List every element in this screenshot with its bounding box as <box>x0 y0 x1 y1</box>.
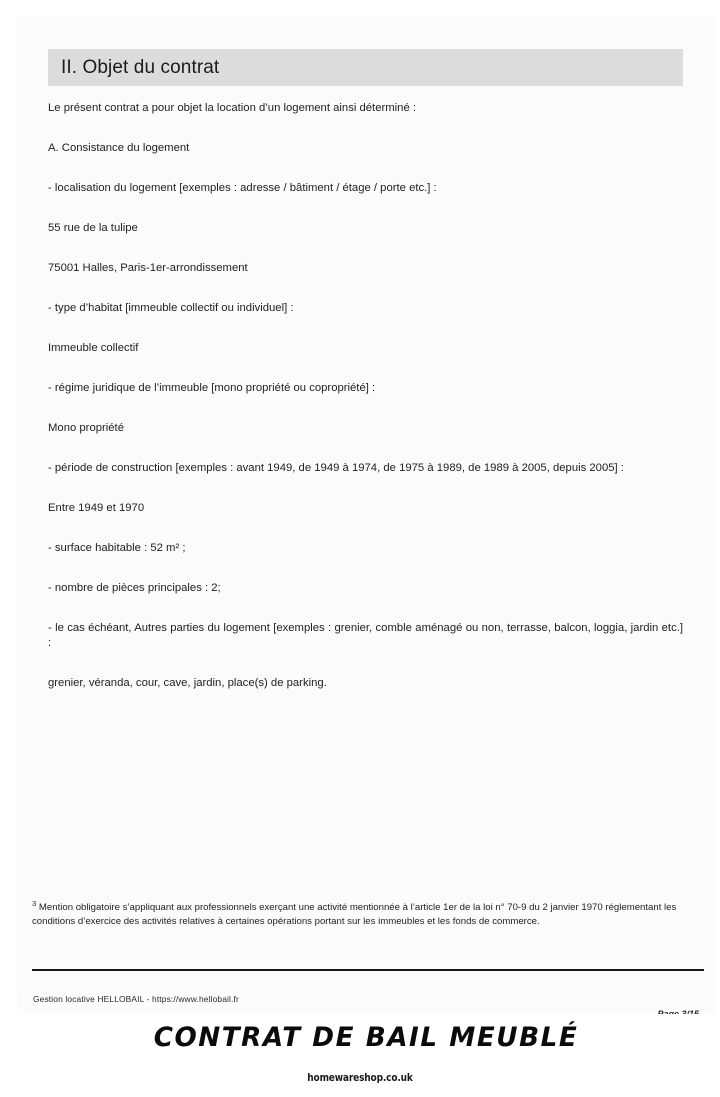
document-sheet <box>17 17 715 1092</box>
footnote <box>32 897 704 928</box>
document-banner-title: CONTRAT DE BAIL MEUBLÉ <box>153 1022 579 1053</box>
spacer <box>48 276 683 301</box>
spacer <box>48 556 683 581</box>
paragraph-legal-regime-label: - régime juridique de l’immeuble [mono propriété ou copropriété] : <box>48 382 376 394</box>
watermark-label: homewareshop.co.uk <box>307 1071 413 1084</box>
page-frame <box>6 6 714 1091</box>
spacer <box>48 476 683 501</box>
footnote-text: Mention obligatoire s’appliquant aux professionnels exerçant une activité mentionnée à l’article 1er de la loi n° 70-9 du 2 janvier 1970 réglementant les conditions d’exercice des activités relatives à certaines opérations portant sur les immeubles et les fonds de commerce. <box>32 902 677 927</box>
paragraph-other-parts-label: - le cas échéant, Autres parties du logement [exemples : grenier, comble aménagé ou non, terrasse, balcon, loggia, jardin etc.] : <box>48 622 683 649</box>
footnote-marker: 3 <box>32 899 37 908</box>
paragraph-construction-period-value: Entre 1949 et 1970 <box>48 502 145 514</box>
spacer <box>48 236 683 261</box>
page-title: II. Objet du contrat <box>61 56 220 78</box>
section-heading-band <box>48 49 683 86</box>
spacer <box>48 156 683 181</box>
spacer <box>48 356 683 381</box>
spacer <box>48 196 683 221</box>
paragraph-address-city: 75001 Halles, Paris-1er-arrondissement <box>48 262 248 274</box>
spacer <box>48 651 683 676</box>
spacer <box>48 396 683 421</box>
paragraph-legal-regime-value: Mono propriété <box>48 422 124 434</box>
spacer <box>48 436 683 461</box>
footer-divider <box>32 969 704 971</box>
paragraph-surface: - surface habitable : 52 m² ; <box>48 542 186 554</box>
paragraph-rooms-count: - nombre de pièces principales : 2; <box>48 582 221 594</box>
paragraph-habitat-type-value: Immeuble collectif <box>48 342 139 354</box>
paragraph-address-street: 55 rue de la tulipe <box>48 222 138 234</box>
content-column <box>48 101 683 691</box>
document-body <box>17 17 715 1004</box>
paragraph-localisation-label: - localisation du logement [exemples : adresse / bâtiment / étage / porte etc.] : <box>48 182 437 194</box>
spacer <box>48 596 683 621</box>
paragraph-other-parts-value: grenier, véranda, cour, cave, jardin, place(s) de parking. <box>48 677 327 689</box>
paragraph-subsection-a: A. Consistance du logement <box>48 142 190 154</box>
spacer <box>48 516 683 541</box>
paragraph-habitat-type-label: - type d’habitat [immeuble collectif ou individuel] : <box>48 302 294 314</box>
paragraph-construction-period-label: - période de construction [exemples : avant 1949, de 1949 à 1974, de 1975 à 1989, de 1989 à 2005, depuis 2005] : <box>48 462 624 474</box>
paragraph-intro: Le présent contrat a pour objet la location d’un logement ainsi déterminé : <box>48 102 417 114</box>
footer-source-label: Gestion locative HELLOBAIL - https://www.hellobail.fr <box>33 994 239 1004</box>
spacer <box>48 316 683 341</box>
spacer <box>48 116 683 141</box>
